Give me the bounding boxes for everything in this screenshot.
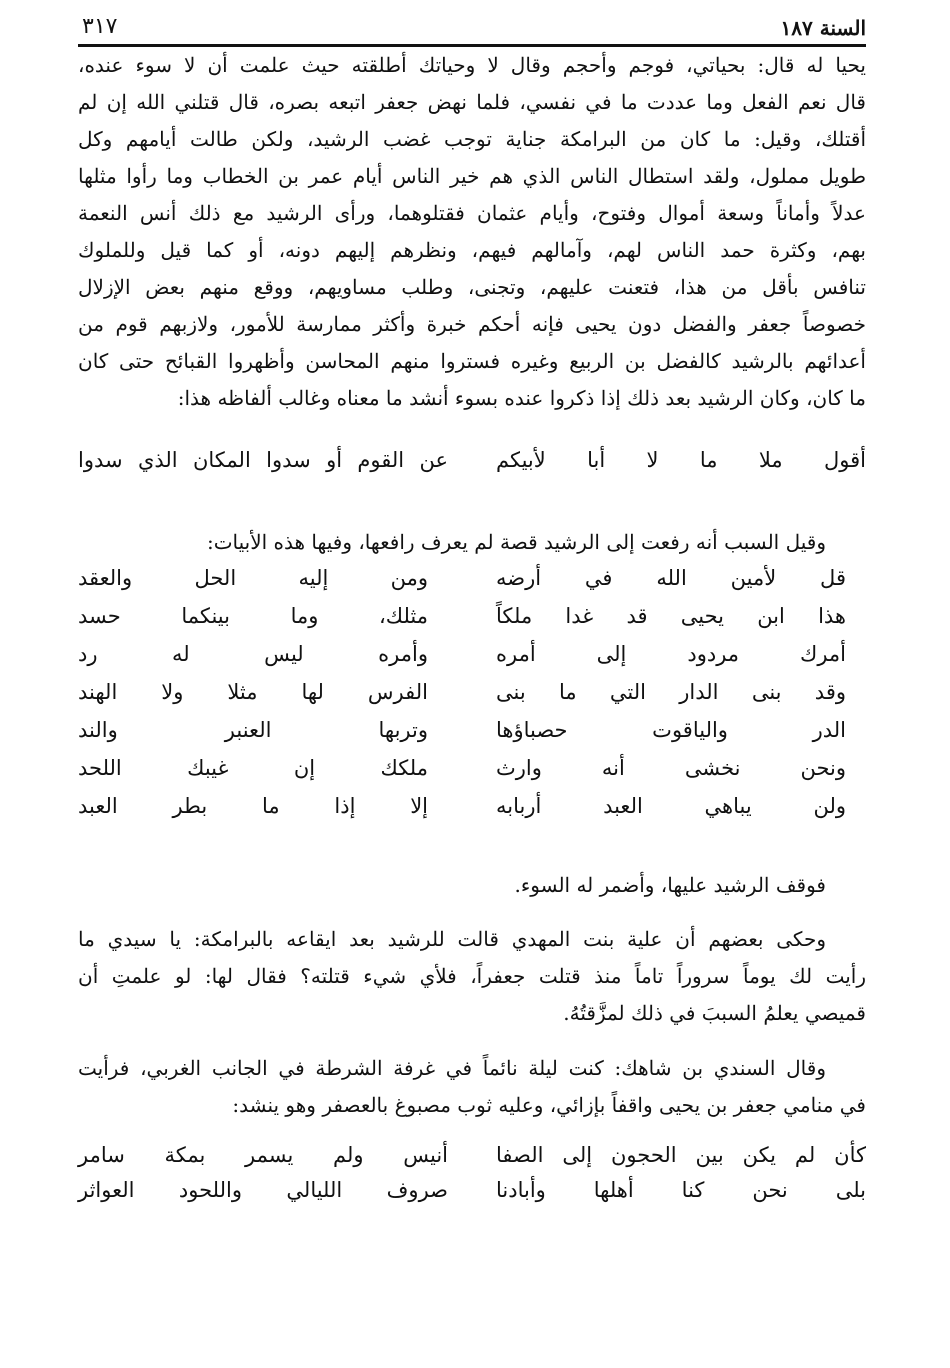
verse-second-hemistich: إلا إذا ما بطر العبد bbox=[78, 794, 428, 818]
verse-first-hemistich: ونحن نخشى أنه وارث bbox=[496, 756, 846, 780]
text-line: وحكى بعضهم أن علية بنت المهدي قالت للرشيد بعد ايقاعه بالبرامكة: يا سيدي ما bbox=[78, 927, 826, 951]
page-number: ٣١٧ bbox=[82, 14, 118, 39]
verse-first-hemistich: ولن يباهي العبد أربابه bbox=[496, 794, 846, 818]
verse-first-hemistich: أمرك مردود إلى أمره bbox=[496, 642, 846, 666]
text-line: ما كان، وكان الرشيد بعد ذلك إذا ذكروا عنده بسوء أنشد ما معناه وغالب ألفاظه هذا: bbox=[177, 386, 866, 410]
text-line: فوقف الرشيد عليها، وأضمر له السوء. bbox=[514, 873, 826, 897]
text-line: طويل مملول، ولقد استطال الناس الذي هم خير الناس أيام عمر بن الخطاب وما رأوا مثلها bbox=[78, 164, 866, 188]
verse bbox=[78, 448, 866, 482]
verse-second-hemistich: ومن إليه الحل والعقد bbox=[78, 566, 428, 590]
poem-verse bbox=[78, 566, 866, 600]
verse-second-hemistich: الفرس لها مثلا ولا الهند bbox=[78, 680, 428, 704]
text-line: عدلاً وأماناً وسعة أموال وفتوح، وأيام عثمان فقتلوهما، ورأى الرشيد مع ذلك أنس النعمة bbox=[78, 201, 866, 225]
verse-first-hemistich: بلى نحن كنا أهلها وأبادنا bbox=[496, 1178, 866, 1202]
verse-second-hemistich: ملكك إن غيبك اللحد bbox=[78, 756, 428, 780]
verse-first-hemistich: وقد بنى الدار التي ما بنى bbox=[496, 680, 846, 704]
text-line: خصوصاً جعفر والفضل دون يحيى فإنه أحكم خبرة وأكثر ممارسة للأمور، ولازبهم قوم من bbox=[78, 312, 866, 336]
text-line: أعدائهم بالرشيد كالفضل بن الربيع وغيره فستروا منهم المحاسن وأظهروا القبائح حتى كان bbox=[78, 349, 866, 373]
text-line: يحيا له قال: بحياتي، فوجم وأحجم وقال لا وحياتك أطلقته حيث علمت أن لا سوء عنده، bbox=[78, 53, 867, 77]
text-line: أقتلك، وقيل: ما كان من البرامكة جناية توجب غضب الرشيد، ولكن طالت أيامهم وكل bbox=[78, 127, 866, 151]
poem-verse bbox=[78, 794, 866, 828]
verse-first-hemistich: هذا ابن يحيى قد غدا ملكاً bbox=[496, 604, 846, 628]
verse-second-hemistich: عن القوم أو سدوا المكان الذي سدوا bbox=[78, 448, 448, 472]
verse-second-hemistich: وأمره ليس له رد bbox=[78, 642, 428, 666]
text-line: بهم، وكثرة حمد الناس لهم، وآمالهم فيهم، ونظرهم إليهم دونه، أو كما قيل وللملوك bbox=[78, 238, 866, 262]
poem-verse bbox=[78, 680, 866, 714]
verse-first-hemistich: كأن لم يكن بين الحجون إلى الصفا bbox=[496, 1143, 866, 1167]
verse-second-hemistich: وتربها العنبر والند bbox=[78, 718, 428, 742]
header-year: السنة ١٨٧ bbox=[780, 16, 866, 40]
text-line: رأيت لك يوماً سروراً تاماً منذ قتلت جعفراً، فلأي شيء قتلته؟ فقال لها: لو علمتِ أن bbox=[78, 964, 866, 988]
poem-verse bbox=[78, 718, 866, 752]
text-line: في منامي جعفر بن يحيى واقفاً بإزائي، وعليه ثوب مصبوغ بالعصفر وهو ينشد: bbox=[232, 1093, 866, 1117]
poem-verse bbox=[78, 756, 866, 790]
verse-second-hemistich: مثلك، وما بينكما حسد bbox=[78, 604, 428, 628]
verse bbox=[78, 1178, 866, 1212]
verse bbox=[78, 1143, 866, 1177]
poem-verse bbox=[78, 604, 866, 638]
verse-second-hemistich: صروف الليالي واللحود العواثر bbox=[78, 1178, 448, 1202]
running-header bbox=[78, 14, 866, 47]
text-line: تنافس بأقل من هذا، فتعنت عليهم، وتجنى، وطلب مساويهم، ووقع منهم بعض الإزلال bbox=[78, 275, 866, 299]
text-line: وقيل السبب أنه رفعت إلى الرشيد قصة لم يعرف رافعها، وفيها هذه الأبيات: bbox=[206, 530, 826, 554]
text-line: وقال السندي بن شاهك: كنت ليلة نائماً في غرفة الشرطة في الجانب الغربي، فرأيت bbox=[78, 1056, 826, 1080]
text-line: قميصي يعلمُ السببَ في ذلك لمزَّقتُهُ. bbox=[563, 1001, 866, 1025]
poem-verse bbox=[78, 642, 866, 676]
verse-first-hemistich: الدر والياقوت حصباؤها bbox=[496, 718, 846, 742]
verse-first-hemistich: أقول ملا ما لا أبا لأبيكم bbox=[496, 448, 866, 472]
text-line: قال نعم الفعل وما عددت ما في نفسي، فلما نهض جعفر اتبعه بصره، قال قتلني الله إن لم bbox=[78, 90, 866, 114]
verse-first-hemistich: قل لأمين الله في أرضه bbox=[496, 566, 846, 590]
verse-second-hemistich: أنيس ولم يسمر بمكة سامر bbox=[78, 1143, 448, 1167]
